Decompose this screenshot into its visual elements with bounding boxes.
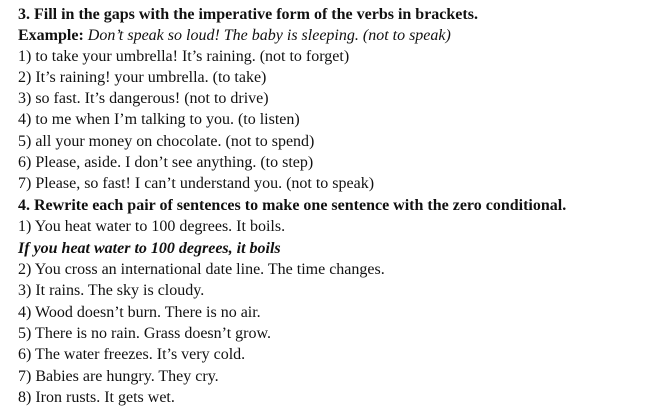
task3-example	[18, 25, 451, 46]
task4-item-3: 3) It rains. The sky is cloudy.	[18, 282, 205, 299]
task4-item-8: 8) Iron rusts. It gets wet.	[18, 389, 175, 406]
task3-heading: 3. Fill in the gaps with the imperative form of the verbs in brackets.	[18, 6, 478, 23]
example-text: Don’t speak so loud! The baby is sleeping. (not to speak)	[83, 27, 451, 44]
task4-heading: 4. Rewrite each pair of sentences to make one sentence with the zero conditional.	[18, 197, 567, 214]
task3-item-2: 2) It’s raining! your umbrella. (to take)	[18, 69, 267, 86]
example-label: Example:	[18, 27, 84, 44]
task4-answer-1: If you heat water to 100 degrees, it boils	[18, 240, 281, 257]
task4-item-2: 2) You cross an international date line. The time changes.	[18, 261, 385, 278]
task3-item-3: 3) so fast. It’s dangerous! (not to drive)	[18, 90, 269, 107]
task3-item-7: 7) Please, so fast! I can’t understand you. (not to speak)	[18, 175, 375, 192]
task4-item-5: 5) There is no rain. Grass doesn’t grow.	[18, 325, 271, 342]
task4-item-7: 7) Babies are hungry. They cry.	[18, 368, 219, 385]
task3-item-5: 5) all your money on chocolate. (not to spend)	[18, 133, 315, 150]
task3-item-1: 1) to take your umbrella! It’s raining. (not to forget)	[18, 48, 350, 65]
task4-item-1: 1) You heat water to 100 degrees. It boils.	[18, 218, 286, 235]
task4-item-6: 6) The water freezes. It’s very cold.	[18, 346, 246, 363]
task4-item-4: 4) Wood doesn’t burn. There is no air.	[18, 304, 261, 321]
task3-item-6: 6) Please, aside. I don’t see anything. (to step)	[18, 154, 314, 171]
task3-item-4: 4) to me when I’m talking to you. (to listen)	[18, 111, 300, 128]
